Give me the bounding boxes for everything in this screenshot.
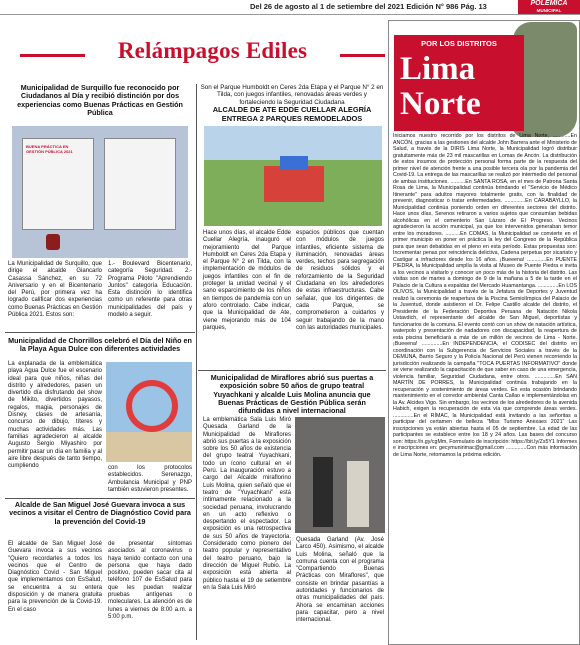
playground-roof [280,156,308,170]
chorrillos-photo [106,362,192,462]
sky [204,126,382,160]
brand-logo [518,0,580,14]
row-divider [5,332,195,333]
surquillo-body-left: La Municipalidad de Surquillo, que dirige el alcalde Giancarlo Casassa Sánchez, en su 72 Aniversario y en el Bicentenario del Perú, por primera vez ha logrado calificar dos experiencias como Buenas Prácticas en Gestión Pública 2021. Estos son: [8,261,102,319]
tilda-headline: Son el Parque Humboldt en Ceres 2da Etapa y el Parque N° 2 en Tilda, con juegos infantiles, renovadas áreas verdes y fortaleciendo la Seguridad Ciudadana [200,84,384,106]
lima-norte-title-2: Norte [400,86,481,122]
lima-norte-text: Iniciamos nuestro recorrido por los distritos de Lima Norte, ............En ANCÓN, gracias a las gestiones del alcalde John Barrera ante el Ministerio de Salud, a través de la DIRIS Lima Norte, la Municipalidad logró distribuir gratuitamente más de 23 mil mascarillas en Lomas de Ancón. La distribución de estos insumos de protección personal forma parte de la respuesta del primer nivel de atención frente a una posible tercera ola por la pandemia del Covid-19. La entrega de las mascarillas se realizó por intermedio del personal de ambas instituciones. ..........En SANTA ROSA, en el mes de Patrona Santa Rosa de Lima, la Municipalidad continúa brindando el "Servicio de Médico Itinerante" para adultos mayores totalmente gratis, con la finalidad de prevenir, diagnosticar o tratar enfermedades. ..............En CARABAYLLO, la Municipalidad continúa poniendo orden en diferentes sectores del distrito. Hace unos días, Serenos retiraron a varios sujetos que consumían bebidas alcohólicas en el cementerio San Lázaro de El Progreso. Vecinos agradecieron la acción municipal, ya que los intervenidos generaban temor entre los moradores. ..........En COMAS, la Municipalidad se convierte en el primer municipio en poner en práctica la ley del Congreso de la República para que sean debatidas en el pleno en esta período. Estas propuestas son: Incrementar penas por reincidencia delictiva, Cadena perpetua por sicariato y Castigar a infractores desde los 16 años. ¡Bueeena! .............En PUENTE PIEDRA, la Municipalidad amplía la visita al Museo de Puente Piedra e invita a los vecinos a visitarlo y conocer un poco más de la historia del distrito. Las visitas son de martes a domingo de 9 de la mañana a 5 de la tarde en el Palacio de la Cultura a espaldas del Mercado Huamantanga. ..............En LOS OLIVOS, la Municipalidad a través de la Jefatura de Deportes y Juventud realizó la ceremonia de reapertura de la Piscina Semiolímpica del Palacio de la Juventud, donde asistieron el Dr. Felipe Castillo alcalde del distrito, el Presidente de la Federación Deportiva Peruana de Natación Nikola Ustavdich, el representante del alcalde de San Miguel, deportistas y funcionarios de la comuna. El evento contó con un show de natación artística, waterpolo y presentación de nadadores con discapacidad, la reapertura de esta piscina beneficiará a más de un millón de vecinos de Lima - Norte. ¡Bueeena! ..............En INDEPENDENCIA, el CODISEC del distrito en coordinación con la Subgerencia de Servicios Sociales a través de la DEMUNA, Barrio Seguro y la Policía Nacional del Perú vienen recorriendo la jurisdicción realizando la campaña "TOCA PUERTAS INFORMATIVO" donde se viene realizando la capacitación de que saber en caso de una emergencia, violencia familiar, Seguridad Ciudadana, entre otros. ..............En SAN MARTÍN DE PORRES, la Municipalidad continúa trabajando en la recuperación y sostenimiento de áreas verdes. En esta ocasión brindando mantenimiento en el corredor ambiental Canta Callao e implementándolas en la Av. Alcides Vigo. Sin embargo, los vecinos de los alrededores de la avenida Habich, exigen la recuperación de esta vía que comprende áreas verdes. ..............En el RÍMAC, la Municipalidad está invitando a las señoritas a participar del certamen de belleza "Miss Turismo Anexaes 2021" Las inscripciones ya están abiertas hasta el 05 de septiembre. La edad de las participantes se establece entre los 18 y 24 años. Las bases del concurso son: https://n.gy/cgMm, Formulario de inscripción: https://bit.ly/Zs5Y1 Informes e inscripciones en: gecymunirimac@gmail.com ..............Con más información de Lima Norte, retomamos la próxima edición. [393,133,577,458]
person-figure [313,457,333,527]
section-title: Relámpagos Ediles [117,38,308,63]
title-rule-left [20,54,85,57]
title-rule-right [340,54,385,57]
certificate-image [104,138,176,230]
park-photo [204,126,382,226]
chorrillos-headline: Municipalidad de Chorrillos celebró el Día del Niño en la Playa Agua Dulce con diferentes actividades [8,336,192,354]
lima-norte-body [393,133,577,638]
column-divider [196,84,197,640]
miraflores-body-left: La emblemática Sala Luis Miró Quesada Garland de la Municipalidad de Miraflores abrió sus puertas a la exposición sobre los 50 años de existencia del grupo teatral Yuyachkani, todo un ícono cultural en el Perú. La inauguración estuvo a cargo del Alcalde miraflorino Luis Molina, quien señaló que el teatro de "Yuyachkani" está íntimamente relacionado a la sociedad peruana, involucrando en un acto reflexivo o despertando el espectador. La exposición es una retrospectiva de sus 50 años de trayectoria. Considerado como pionero del teatro popular y representativo del teatro peruano, bajo la dirección de Miguel Rubio. La exposición está abierta al público hasta el 19 de setiembre en la Sala Luis Miró [203,417,291,591]
chorrillos-body-right: con los protocolos establecidos. Serenazgo, Ambulancia Municipal y PNP también estuvieron presentes. [108,465,192,493]
tilda-subhead: ALCALDE DE ATE EDDE CUELLAR ALEGRÍA ENTREGA 2 PARQUES REMODELADOS [212,105,372,123]
surquillo-photo [12,126,188,258]
lima-norte-banner [394,35,524,131]
lima-norte-pretitle: POR LOS DISTRITOS [421,39,497,48]
surquillo-body-right: 1.- Boulevard Bicentenario, categoría Seguridad. 2.-Programa Piloto "Aprendiendo Juntos" categoría Educación. Esta distinción lo identifica como un referente para otras municipalidades del país y modelo a seguir. [108,261,192,319]
certificate-caption: BUENA PRÁCTICA EN GESTIÓN PÚBLICA 2021 [26,144,73,154]
brand-name: POLÉMICA [530,0,568,7]
tilda-body-left: Hace unos días, el alcalde Edde Cuellar Alegría, inauguró el mejoramiento del Parque Humboldt en Ceres 2da Etapa y el Parque N° 2 en Tilda, con la implementación de módulos de juegos infantiles con el fin de proteger la unidad vecinal y el sano esparcimiento de los niños en tiempos de pandemia con un aforo controlado. Cabe indicar, que la Municipalidad de Ate, viene mejorando más de 104 parques, [203,230,291,331]
row-divider [198,370,386,371]
balloon-arch [126,380,178,432]
sjm-body-left: El alcalde de San Miguel José Guevara invoca a sus vecinos "Quiero recordarles a todos los vecinos que el Centro de Diagnóstico Covid - San Miguel que implementamos con EsSalud, se encuentra a su entera disposición y de manera gratuita para la prevención de la Covid-19. En el caso [8,541,102,613]
sjm-headline: Alcalde de San Miguel José Guevara invoca a sus vecinos a visitar el Centro de Diagnóstico Covid para la prevención del Covid-19 [9,500,191,526]
miraflores-body-right: Quesada Garland (Av. José Larco 450). Asimismo, el alcalde Luis Molina, señaló que la comuna cuenta con el programa "Compartiendo Buenas Prácticas con Miraflores", que consiste en brindar pasantías a autoridades y funcionarios de otras municipalidades del país. Ahora se encaminan acciones para capacitar, pero a nivel internacional. [296,537,384,624]
miraflores-photo [295,417,385,533]
chorrillos-headline-box [8,337,192,354]
sjm-headline-box [8,501,192,526]
chorrillos-body-left: La explanada de la emblemática playa Agua Dulce fue el escenario ideal para que niños, niñas del distrito y alrededores, pasen un divertido día disfrutando del show de Mikito, divertidos payasos, regalos, magia, personajes de Disney, clases de artesanía, concurso de dibujo, títeres y muchas actividades más. Las familias agradecieron al alcalde Augusto Sergio Miyashiro por permitir pasar un día en familia y al aire libre después de tanto tiempo, cumpliendo [8,361,102,470]
miraflores-headline-box [200,374,384,415]
tilda-body-right: espacios públicos que cuentan con módulos de juegos infantiles, eficiente sistema de iluminación, renovadas áreas verdes, techos para segregación de residuos sólidos y el reforzamiento de la Seguridad Ciudadana en los alrededores de estas infraestructuras. Cabe señalar, que los dirigentes de cada Parque, se comprometieron a cuidarlos y seguir trabajando de la mano con las autoridades municipales. [296,230,384,331]
brand-sub: MUNICIPAL [536,8,562,13]
lima-norte-title-1: Lima [400,51,476,87]
person-figure [347,461,369,527]
edition-info: Del 26 de agosto al 1 de setiembre del 2021 Edición N° 986 Pág. 13 [250,2,487,11]
page-header [0,0,580,15]
surquillo-headline-box [8,84,192,117]
row-divider [5,498,195,499]
playground [264,166,324,202]
sjm-body-right: de presentar síntomas asociados al coronavirus o haya tenido contacto con una persona que haya dado positivo, pueden sacar cita al teléfono 107 de EsSalud para que les puedan realizar pruebas antígenas o moleculares. La atención es de lunes a viernes de 8:00 a.m. a 5:00 p.m. [108,541,192,620]
beach-sand [106,432,192,462]
surquillo-headline: Municipalidad de Surquillo fue reconocido por Ciudadanos al Día y recibió distinción por dos experiencias como Buenas Prácticas en Gestión Pública [17,83,183,117]
miraflores-headline: Municipalidad de Miraflores abrió sus puertas a exposición sobre 50 años de grupo teatral Yuyachkani y alcalde Luis Molina anuncia que Buenas Prácticas de Gestión Pública serán difundidas a nivel internacional [210,373,374,416]
tilda-headline-box [200,84,384,123]
shield-icon [46,234,60,250]
